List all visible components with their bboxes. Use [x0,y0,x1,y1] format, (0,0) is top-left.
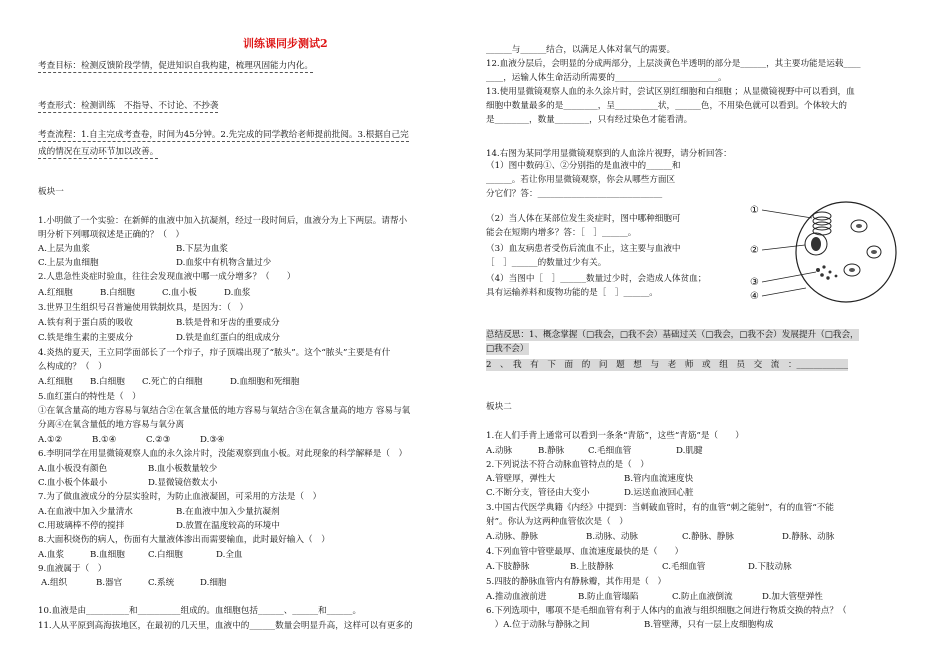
q2-option-c: C.血小板 [162,288,197,298]
p2q3-option-b: B.动脉、动脉 [586,532,639,542]
question-5-statements: ①在氧含量高的地方容易与氧结合②在氧含量低的地方容易与氧结合③在氧含量高的地方 容易与氧 [38,406,411,416]
q14-part3: （3）血友病患者受伤后流血不止，这主要与血液中 [486,244,681,254]
section-heading-2: 板块二 [486,402,512,412]
q8-option-d: D.全血 [216,550,243,560]
figure-label-2: ② [750,245,759,256]
white-blood-cell [805,233,827,255]
q9-option-a: A.组织 [41,578,68,588]
q7-option-c: C.用玻璃棒不停的搅拌 [38,521,125,531]
q9-option-b: B.器官 [96,578,123,588]
part2-question-5-text: 5.四肢的静脉血管内有静脉瓣，其作用是（ ） [486,577,667,587]
question-6-text: 6.李明同学在用显微镜观察人血的永久涂片时，没能观察到血小板。对此现象的科学解释是（ ） [38,449,408,459]
p2q3-option-a: A.动脉、静脉 [486,532,538,542]
q8-option-a: A.血浆 [38,550,65,560]
p2q2-option-a: A.管壁厚，弹性大 [486,474,556,484]
question-14-text: 14.右图为某同学用显微镜观察到的人血涂片视野，请分析回答： [486,149,732,159]
p2q3-option-d: D.静脉、动脉 [782,532,835,542]
p2q1-option-b: B.静脉 [538,446,565,456]
p2q2-option-d: D.运送血液回心脏 [624,488,694,498]
question-12-text: 12.血液分层后，会明显的分成两部分，上层淡黄色半透明的部分是______，其主要功能是运载____ [486,59,861,69]
q14-part2: （2）当人体在某部位发生炎症时，图中哪种细胞可 [486,214,681,224]
question-12-text-cont: ____，运输人体生命活动所需要的________________________。 [486,73,727,83]
p2q4-option-d: D.下肢动脉 [748,562,792,572]
q4-option-d: D.血细胞和死细胞 [230,377,300,387]
question-2-text: 2.人患急性炎症时验血，往往会发现血液中哪一成分增多？（ ） [38,272,296,282]
exam-flow-line2: 成的情况在互动环节加以改善。 [38,147,159,157]
blood-smear-figure [744,196,904,306]
question-9-text: 9.血液属于（ ） [38,564,107,574]
p2q1-option-a: A.动脉 [486,446,513,456]
q2-option-a: A.红细胞 [38,288,73,298]
q7-option-d: D.放置在温度较高的环境中 [176,521,280,531]
part2-question-3-text: 3.中国古代医学典籍《内经》中提到：当刺破血管时，有的血管“刺之能射”，有的血管“不能 [486,503,834,513]
q9-option-c: C.系统 [148,578,175,588]
q14-part4: （4）当图中［ ］______数量过少时，会造成人体贫血； [486,274,707,284]
part2-question-3-text-cont: 射”。你认为这两种血管依次是（ ） [486,517,628,527]
figure-label-4: ④ [750,291,759,302]
question-11-text: 11.人从平原到高海拔地区，在最初的几天里，血液中的______数量会明显升高，这样可以有更多的 [38,621,413,631]
q1-option-d: D.血浆中有机物含量过少 [176,258,272,268]
q14-part1-cont2: 分它们？答：_____________________________ [486,189,663,199]
p2q5-option-b: B.防止血管塌陷 [578,592,639,602]
q5-option-b: B.①④ [92,435,117,445]
q2-option-b: B.白细胞 [100,288,135,298]
p2q5-option-d: D.加大管壁弹性 [762,592,823,602]
p2q5-option-a: A.推动血液前进 [486,592,547,602]
q2-option-d: D.血浆 [224,288,251,298]
q6-option-b: B.血小板数量较少 [148,464,218,474]
p2q4-option-a: A.下肢静脉 [486,562,530,572]
q3-option-b: B.铁是骨和牙齿的重要成分 [176,318,280,328]
question-4-text: 4.炎热的夏天，王立同学面部长了一个疖子，疖子顶端出现了“脓头”。这个“脓头”主要是有什 [38,348,391,358]
q14-part2-cont: 能会在短期内增多？答：［ ］______。 [486,228,637,238]
q3-option-d: D.铁是血红蛋白的组成成分 [176,333,280,343]
question-10-text: 10.血液是由__________和__________组成的。血细胞包括______、______和______。 [38,606,362,616]
p2q2-option-c: C.不断分支，管径由大变小 [486,488,590,498]
exam-goal: 考查目标：检测反馈阶段学情，促进知识自我构建，梳理巩固能力内化。 [38,61,314,71]
summary-questions: 2 、 我 有 下 面 的 问 题 想 与 老 师 或 组 员 交 流 ：____________ [486,360,849,370]
part2-question-2-text: 2.下列说法不符合动脉血管特点的是（ ） [486,460,649,470]
q1-option-c: C.上层为血细胞 [38,258,99,268]
part2-question-6-text: 6.下列选项中，哪项不是毛细血管有利于人体内的血液与组织细胞之间进行物质交换的特点？（ [486,606,847,616]
q7-option-a: A.在血液中加入少量清水 [38,507,133,517]
q3-option-a: A.铁有利于蛋白质的吸收 [38,318,133,328]
q5-option-d: D.③④ [200,435,225,445]
q6-option-d: D.显微镜倍数太小 [148,478,218,488]
question-7-text: 7.为了做血液成分的分层实验时，为防止血液凝固，可采用的方法是（ ） [38,492,322,502]
question-13-text-cont: 细胞中数量最多的是________，呈__________状，______色，不用染色就可以看到。个体较大的 [486,101,847,111]
summary-reflection: 总结反思：1、概念掌握（□我会，□我不会）基础过关（□我会，□我不会）发展提升（□我会， [486,330,859,340]
figure-label-3: ③ [750,277,759,288]
question-1-text: 1.小明做了一个实验：在新鲜的血液中加入抗凝剂，经过一段时间后，血液分为上下两层。请帮小 [38,216,408,226]
question-1-text-cont: 明分析下列哪项叙述是正确的？（ ） [38,230,185,240]
summary-reflection-cont: □我不会） [486,344,529,354]
q8-option-b: B.血细胞 [90,550,125,560]
question-13-text: 13.使用显微镜观察人血的永久涂片时，尝试区别红细胞和白细胞 ；从显微镜视野中可以看到，血 [486,87,855,97]
p2q3-option-c: C.静脉、静脉 [682,532,734,542]
q4-option-b: B.白细胞 [90,377,125,387]
p2q1-option-d: D.肌腱 [676,446,703,456]
red-blood-cells [844,220,881,276]
p2q6-option-a: ）A.位于动脉与静脉之间 [486,620,590,630]
q1-option-a: A.上层为血浆 [38,244,90,254]
q1-option-b: B.下层为血浆 [176,244,229,254]
q3-option-c: C.铁是维生素的主要成分 [38,333,133,343]
q14-part4-cont: 具有运输养料和废物功能的是［ ］______。 [486,288,658,298]
figure-label-1: ① [750,205,759,216]
p2q4-option-b: B.上肢静脉 [570,562,614,572]
p2q2-option-b: B.管内血流速度快 [624,474,694,484]
p2q5-option-c: C.防止血液倒流 [672,592,733,602]
p2q1-option-c: C.毛细血管 [588,446,632,456]
q5-option-a: A.①② [38,435,63,445]
q7-option-b: B.在血液中加入少量抗凝剂 [176,507,280,517]
q14-part1-cont: ______。若让你用显微镜观察，你会从哪些方面区 [486,175,676,185]
q9-option-d: D.细胞 [200,578,227,588]
q4-option-a: A.红细胞 [38,377,73,387]
question-4-text-cont: 么构成的？（ ） [38,362,107,372]
question-5-text: 5.血红蛋白的特性是（ ） [38,392,141,402]
question-5-statements-cont: 分离④在氧含量低的地方容易与氧分离 [38,420,185,430]
exam-flow-line1: 考查流程：1.自主完成考查卷，时间为45分钟。2.先完成的同学教给老师提前批阅。3.根据自己完 [38,130,409,140]
q14-part1: （1）图中数码①、②分别指的是血液中的______和 [486,161,681,171]
page-title: 训练课同步测试2 [243,37,328,50]
part2-question-4-text: 4.下列血管中管壁最厚、血流速度最快的是（ ） [486,547,684,557]
exam-form: 考查形式：检测训练 不指导、不讨论、不抄袭 [38,101,219,111]
q5-option-c: C.②③ [146,435,171,445]
question-11-text-cont: ______与______结合，以满足人体对氧气的需要。 [486,45,676,55]
p2q6-option-b: B.管壁薄，只有一层上皮细胞构成 [644,620,774,630]
part2-question-1-text: 1.在人们手背上通常可以看到一条条“青筋”，这些“青筋”是（ ） [486,431,744,441]
q6-option-a: A.血小板没有颜色 [38,464,108,474]
q14-part3-cont: ［ ］______的数量过少有关。 [486,258,607,268]
platelets [816,265,837,279]
p2q4-option-c: C.毛细血管 [662,562,706,572]
question-8-text: 8.大面积烧伤的病人，伤面有大量液体渗出而需要输血，此时最好输入（ ） [38,535,330,545]
section-heading-1: 板块一 [38,187,64,197]
q6-option-c: C.血小板个体最小 [38,478,108,488]
question-3-text: 3.世界卫生组织号召普遍使用铁制炊具，是因为：（ ） [38,303,249,313]
red-blood-cell-stack [813,212,831,235]
question-13-text-cont2: 是________，数量________，只有经过染色才能看清。 [486,115,693,125]
q4-option-c: C.死亡的白细胞 [142,377,203,387]
q8-option-c: C.白细胞 [148,550,183,560]
